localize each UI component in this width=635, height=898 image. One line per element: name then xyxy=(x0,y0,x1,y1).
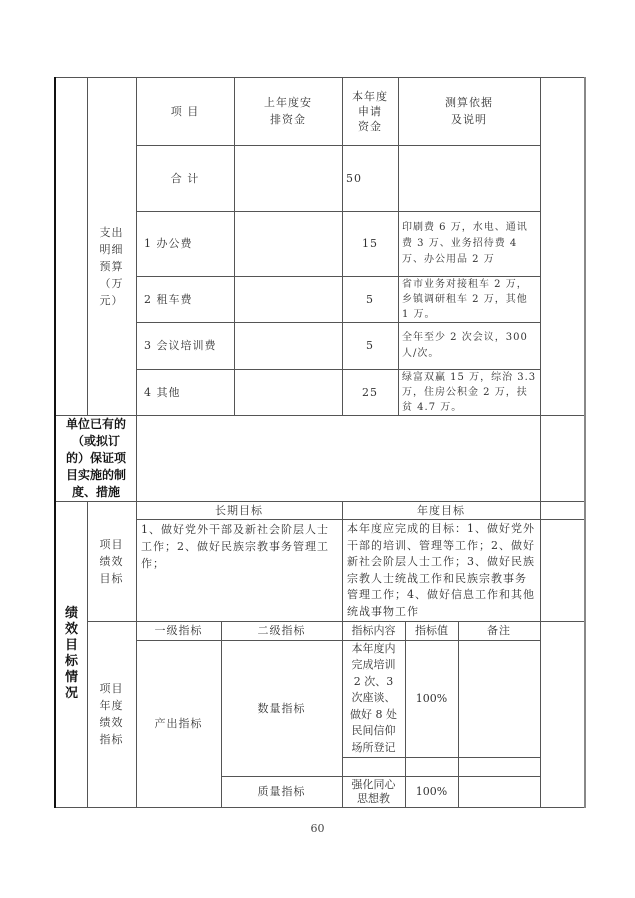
label-line: 元） xyxy=(99,293,124,307)
indicator-note xyxy=(458,776,540,807)
budget-item-label: 4 其他 xyxy=(144,385,181,399)
header-line: 资金 xyxy=(358,119,382,133)
budget-item-this-year: 15 xyxy=(362,237,378,250)
header-line: 上年度安 xyxy=(264,96,312,109)
performance-section-label xyxy=(56,501,87,807)
label-line: 项目 xyxy=(99,537,124,551)
budget-item-label: 3 会议培训费 xyxy=(144,339,217,352)
total-label: 合 计 xyxy=(170,171,200,185)
label-line: 的）保证项 xyxy=(65,450,126,465)
long-term-goals-text: 1、做好党外干部及新社会阶层人士工作；2、做好民族宗教事务管理工作； xyxy=(141,523,329,570)
budget-item-label: 1 办公费 xyxy=(144,237,193,250)
level2-item: 数量指标 xyxy=(257,701,306,715)
header-this-year xyxy=(342,77,398,145)
budget-item-prev-year xyxy=(234,322,342,369)
page-number: 60 xyxy=(310,822,325,835)
label-line: 况 xyxy=(64,686,78,701)
header-line: 排资金 xyxy=(270,113,306,126)
label-line: 绩 xyxy=(64,606,78,621)
level1-item: 产出指标 xyxy=(154,717,203,730)
label-line: 预算 xyxy=(99,259,124,273)
budget-item-basis: 印刷费 6 万，水电、通讯费 3 万、业务招待费 4 万、办公用品 2 万 xyxy=(402,221,528,265)
label-line: 绩效 xyxy=(99,554,124,568)
header-note: 备注 xyxy=(487,624,511,637)
indicator-value: 100% xyxy=(415,692,448,705)
label-line: 目 xyxy=(64,638,78,653)
budget-item-label: 2 租车费 xyxy=(144,292,193,306)
header-basis xyxy=(398,77,540,145)
content-line: 民间信仰 xyxy=(351,724,396,738)
label-line: 效 xyxy=(64,622,78,637)
indicator-content xyxy=(342,640,405,757)
content-line: 次座谈、 xyxy=(351,691,396,705)
indicator-value xyxy=(405,757,458,776)
content-line: 思想教 xyxy=(357,791,390,805)
table-border-right xyxy=(584,77,586,808)
header-level1: 一级指标 xyxy=(154,624,203,637)
indicator-content xyxy=(342,757,405,776)
header-item: 项 目 xyxy=(170,104,200,118)
header-line: 及说明 xyxy=(451,113,487,126)
budget-section-label xyxy=(87,77,136,415)
total-prev-year xyxy=(234,145,342,211)
label-line: 绩效 xyxy=(99,716,124,729)
label-line: 目标 xyxy=(99,571,124,585)
label-line: 支出 xyxy=(99,225,124,239)
content-line: 本年度内 xyxy=(351,641,396,655)
indicator-value: 100% xyxy=(415,785,448,798)
indicator-note xyxy=(458,640,540,757)
header-content: 指标内容 xyxy=(351,624,396,637)
content-line: 强化同心 xyxy=(351,777,396,791)
indicator-content xyxy=(342,776,405,807)
annual-indicators-label xyxy=(87,621,136,807)
label-line: 项目 xyxy=(99,682,124,695)
budget-item-this-year: 25 xyxy=(362,385,378,399)
annual-goals-header: 年度目标 xyxy=(417,503,465,517)
header-line: 测算依据 xyxy=(445,96,493,109)
budget-item-prev-year xyxy=(234,211,342,276)
content-line: 场所登记 xyxy=(351,740,396,754)
budget-item-this-year: 5 xyxy=(366,292,374,306)
table-border-bottom xyxy=(54,807,585,808)
long-term-goals-header: 长期目标 xyxy=(215,503,263,517)
measures-content xyxy=(136,415,540,501)
label-line: 指标 xyxy=(99,733,124,746)
label-line: （或拟订 xyxy=(71,433,120,448)
budget-item-prev-year xyxy=(234,276,342,322)
label-line: （万 xyxy=(99,276,124,290)
budget-item-basis: 全年至少 2 次会议，300 人/次。 xyxy=(402,331,528,359)
label-line: 情 xyxy=(64,670,78,685)
header-line: 申请 xyxy=(358,104,382,118)
level2-item: 质量指标 xyxy=(257,785,306,798)
annual-goals-text: 本年度应完成的目标：1、做好党外干部的培训、管理等工作；2、做好新社会阶层人士工作；3、做好民族宗教人士统战工作和民族宗教事务管理工作；4、做好信息工作和其他统战事物工作 xyxy=(347,522,535,618)
project-goals-label xyxy=(87,501,136,621)
indicator-note xyxy=(458,757,540,776)
budget-item-prev-year xyxy=(234,369,342,415)
label-line: 年度 xyxy=(99,699,124,712)
col-divider xyxy=(540,77,541,807)
budget-item-basis: 绿富双赢 15 万，综治 3.3 万，住房公积金 2 万，扶贫 4.7 万。 xyxy=(402,371,537,413)
content-line: 完成培训 xyxy=(351,658,396,672)
budget-item-basis: 省市业务对接租车 2 万，乡镇调研租车 2 万，其他 1 万。 xyxy=(402,278,528,320)
header-prev-year xyxy=(234,77,342,145)
content-line: 做好 8 处 xyxy=(350,707,397,721)
label-line: 明细 xyxy=(99,242,124,256)
header-level2: 二级指标 xyxy=(257,624,306,637)
content-line: 2 次、3 xyxy=(353,674,394,688)
total-basis xyxy=(398,145,540,211)
budget-item-this-year: 5 xyxy=(366,339,374,352)
header-value: 指标值 xyxy=(415,624,448,637)
measures-label xyxy=(56,415,136,501)
label-line: 目实施的制 xyxy=(65,467,126,482)
header-line: 本年度 xyxy=(352,89,388,103)
label-line: 标 xyxy=(64,654,78,669)
label-line: 度、措施 xyxy=(71,484,120,499)
label-line: 单位已有的 xyxy=(65,416,126,431)
total-this-year: 50 xyxy=(346,171,362,185)
